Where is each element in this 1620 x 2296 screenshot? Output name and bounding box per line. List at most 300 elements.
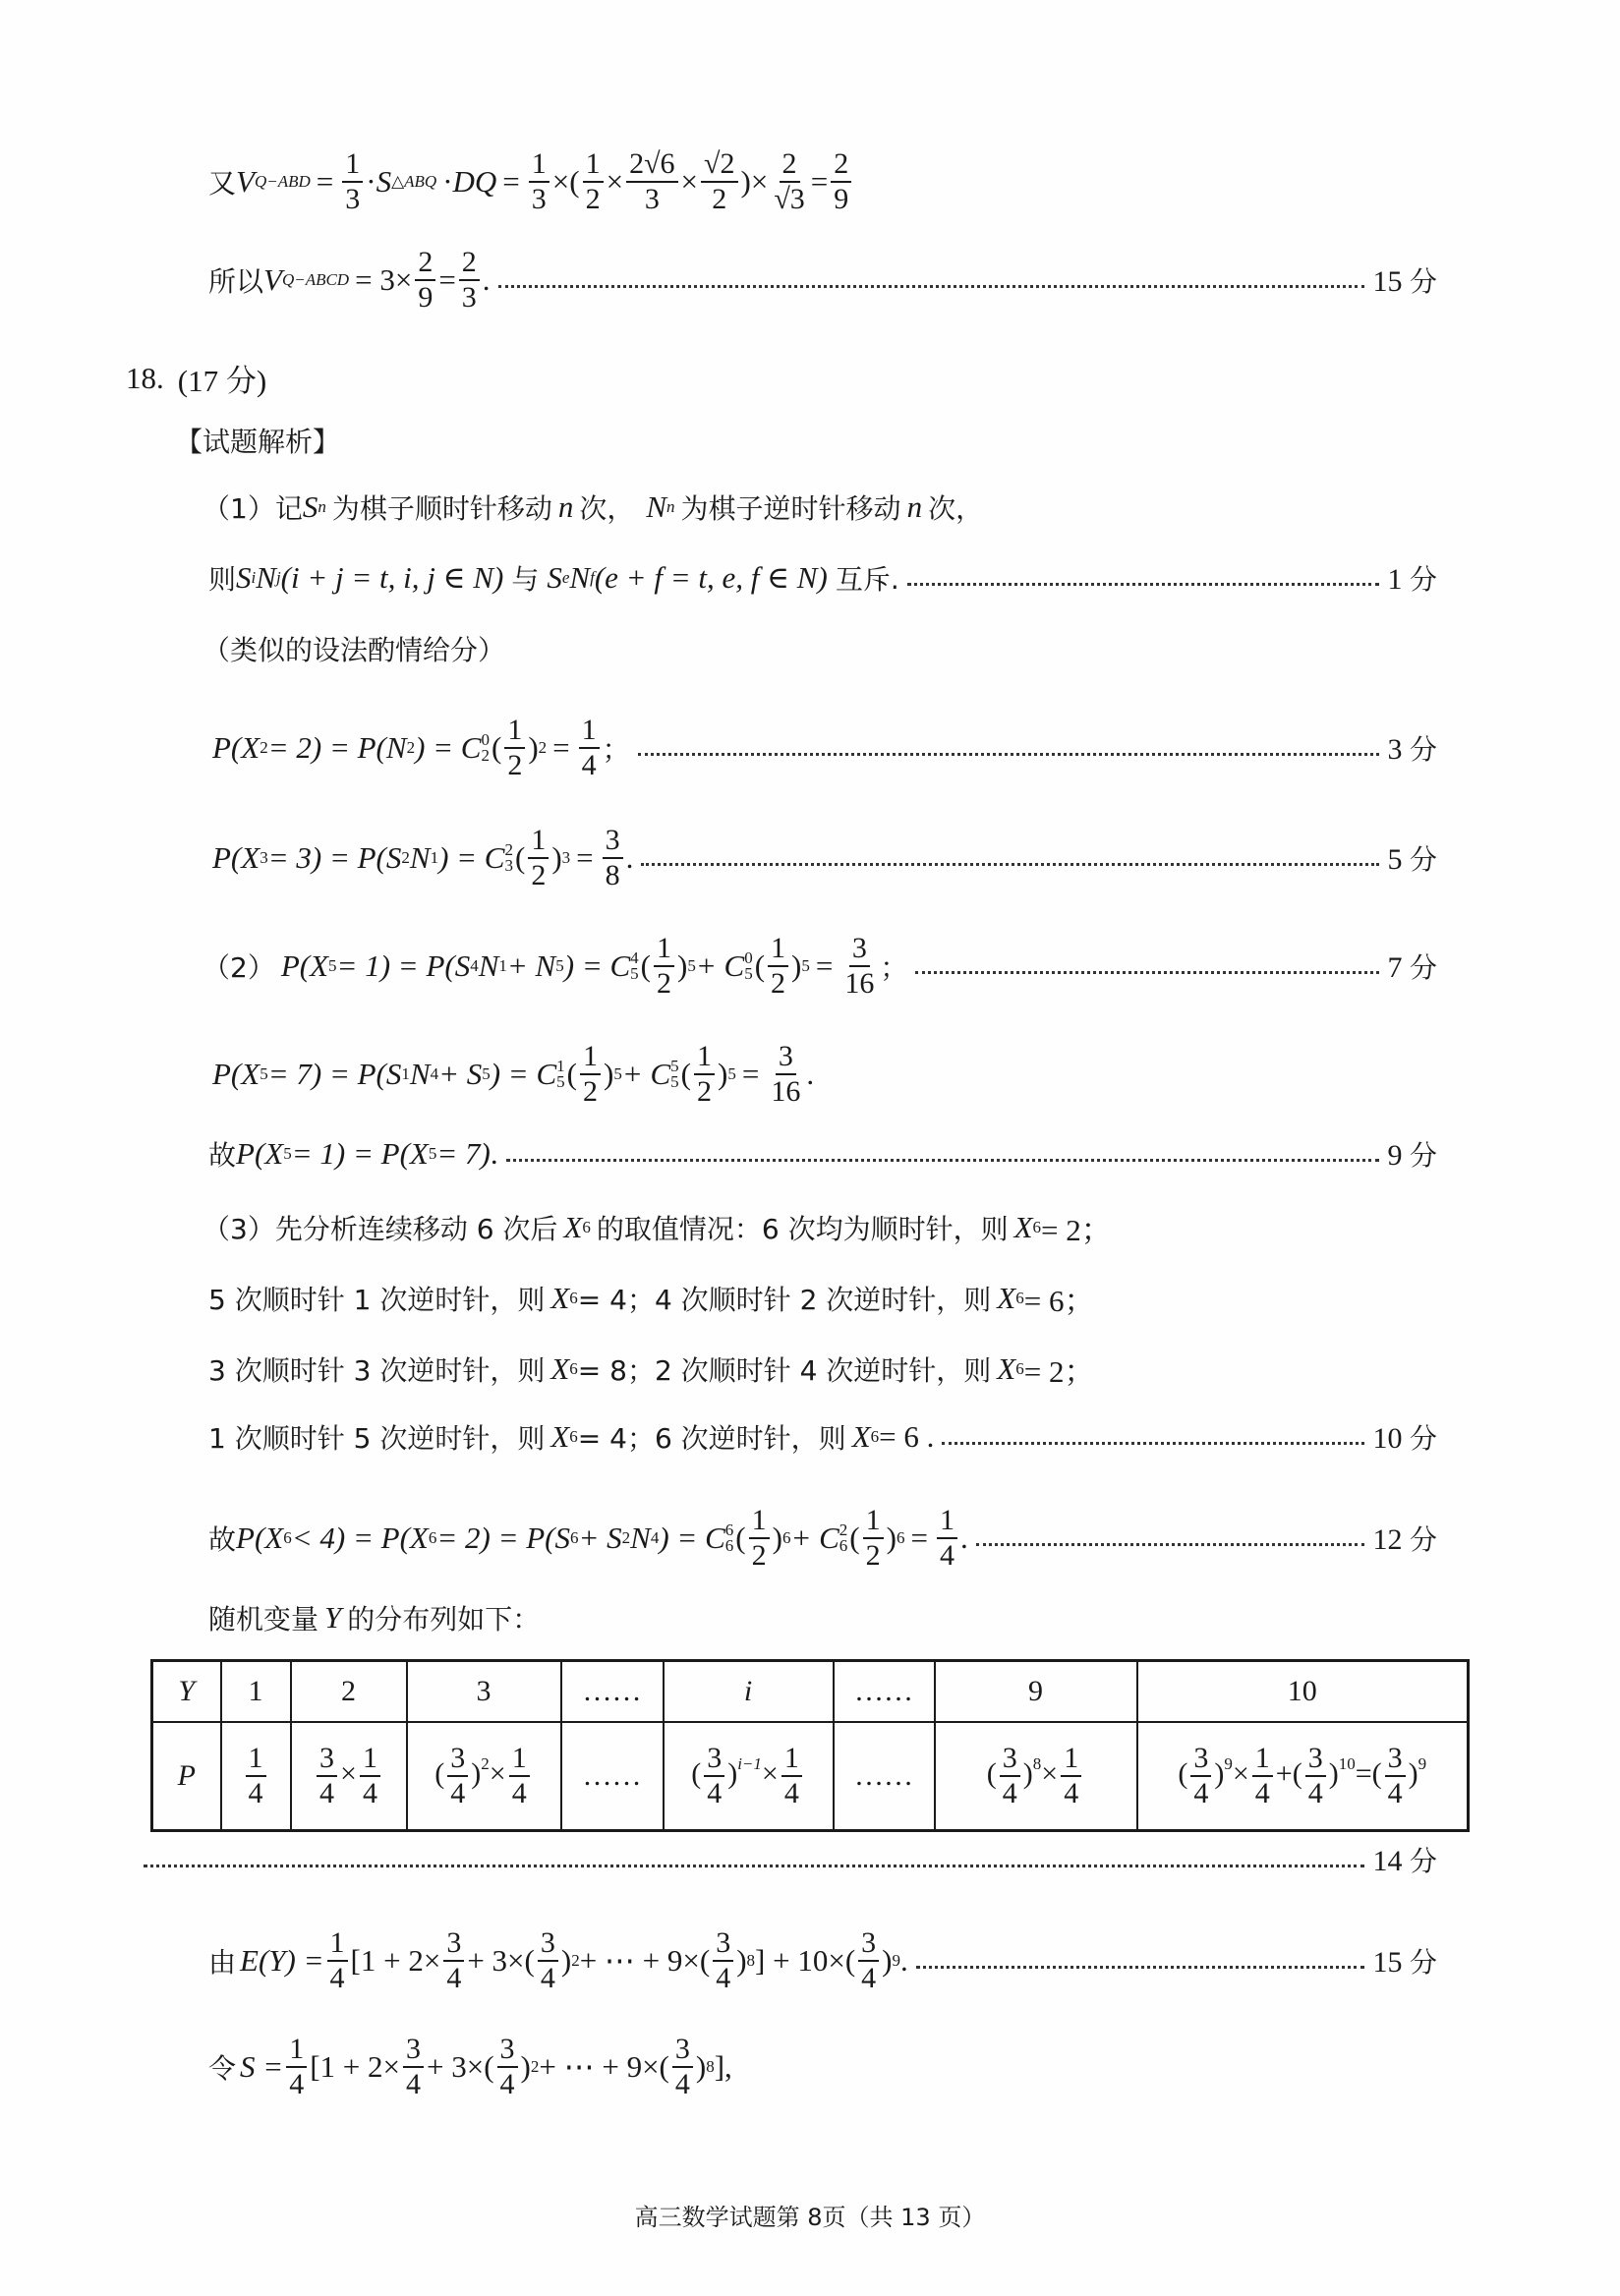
- math-var: n: [557, 489, 574, 524]
- num: 1: [286, 2033, 307, 2068]
- math-var: N: [256, 560, 276, 595]
- math: + C: [790, 1521, 839, 1555]
- math-sub: 6: [1015, 1358, 1024, 1378]
- fraction: [580, 1040, 601, 1109]
- fraction: [694, 1040, 715, 1109]
- num: 1: [768, 932, 788, 967]
- num: 1: [781, 1742, 802, 1777]
- den: 3: [531, 183, 547, 215]
- sub-sup: [744, 950, 753, 982]
- header-cell: ……: [561, 1661, 664, 1723]
- fraction: [841, 932, 877, 1001]
- score-unit: 分: [1409, 1523, 1437, 1556]
- math-var: S: [302, 489, 318, 524]
- score-value: 14: [1372, 1845, 1403, 1877]
- fraction: [1061, 1742, 1081, 1810]
- fraction: [749, 1504, 770, 1573]
- math: ) = C: [438, 840, 505, 875]
- den: 2: [657, 967, 671, 1000]
- math-op: ×: [1041, 1756, 1059, 1790]
- math-sub: Q−ABCD: [281, 270, 350, 289]
- header-cell: ……: [834, 1661, 935, 1723]
- math-sub: 5: [670, 1072, 679, 1091]
- math: N: [630, 1521, 651, 1555]
- score-unit: 分: [1409, 265, 1437, 298]
- table-score-line: [144, 1840, 1437, 1879]
- math: ): [603, 1057, 614, 1091]
- math: ): [551, 840, 562, 875]
- math-op: ·: [442, 164, 453, 199]
- score-value: 9: [1387, 1139, 1403, 1172]
- math-sub: 5: [260, 1064, 268, 1083]
- math: = 2) = P(N: [267, 730, 407, 765]
- den: 4: [674, 2068, 690, 2100]
- math-sub: 5: [555, 956, 564, 975]
- den: 4: [319, 1777, 335, 1809]
- math-sub: 4: [470, 956, 479, 975]
- math: = 7): [436, 1136, 491, 1171]
- num: 3: [447, 1742, 468, 1777]
- math: = 1) = P(S: [336, 948, 471, 983]
- score-value: 3: [1387, 733, 1403, 766]
- math-sub: 5: [328, 956, 337, 975]
- math-var: N: [569, 560, 591, 595]
- text: （2）: [202, 951, 275, 984]
- den: 4: [1307, 1777, 1323, 1809]
- num: 3: [1385, 1742, 1406, 1777]
- fraction: [317, 1742, 337, 1810]
- score-unit: 分: [1409, 843, 1437, 876]
- num: 3: [776, 1040, 796, 1075]
- header-cell: 10: [1137, 1661, 1469, 1723]
- text: 为棋子顺时针移动: [331, 492, 552, 525]
- fraction: [781, 1742, 802, 1810]
- math: P(X: [236, 1136, 284, 1171]
- fraction: [443, 1926, 464, 1995]
- num: 1: [529, 147, 550, 183]
- math-sub: i: [251, 568, 257, 587]
- num: 3: [443, 1926, 464, 1962]
- den: 9: [834, 183, 849, 215]
- score-value: 10: [1372, 1422, 1403, 1455]
- math: N: [478, 948, 499, 983]
- math-sub: 6: [839, 1536, 848, 1555]
- math-expr: (e + f = t, e, f ∈ N): [594, 560, 828, 595]
- math-op: ×: [1232, 1756, 1249, 1790]
- math-sup: 5: [687, 956, 696, 975]
- fraction: [768, 932, 788, 1001]
- den: 16: [771, 1075, 801, 1108]
- num: 3: [858, 1926, 879, 1962]
- math-op: ·: [366, 164, 376, 199]
- den: 2: [697, 1075, 712, 1108]
- math: + C: [621, 1057, 671, 1091]
- den: 2: [712, 183, 727, 215]
- den: 3: [644, 183, 660, 215]
- math: = 3) = P(S: [267, 840, 402, 875]
- score-value: 15: [1372, 265, 1403, 298]
- math-sub: n: [318, 497, 326, 516]
- part1-mutex: [208, 558, 1437, 598]
- num: 3: [713, 1926, 733, 1962]
- den: 4: [861, 1962, 877, 1994]
- fraction: [246, 1742, 266, 1810]
- math: (: [735, 1521, 746, 1555]
- math-op: .: [482, 262, 491, 297]
- text: 5 次顺时针 1 次逆时针，则: [208, 1283, 546, 1316]
- math-sub: 2: [406, 738, 416, 757]
- math: S =: [240, 2049, 284, 2084]
- text: = 8；2 次顺时针 4 次逆时针，则: [577, 1353, 992, 1387]
- fraction: [1385, 1742, 1406, 1810]
- num: 2: [780, 147, 800, 183]
- table-prob-row: [152, 1722, 1469, 1831]
- math-op: ×: [761, 1756, 779, 1790]
- fraction: [509, 1742, 530, 1810]
- math-sup: i−1: [737, 1753, 762, 1773]
- leader-dots: [942, 1442, 1364, 1445]
- math-sub: f: [590, 568, 595, 587]
- math: = 6；: [1023, 1284, 1095, 1318]
- math: ): [560, 1943, 572, 1978]
- math-sup: 8: [706, 2057, 715, 2076]
- num: 1: [863, 1504, 884, 1539]
- math-var: V: [236, 164, 255, 199]
- num: 3: [1305, 1742, 1326, 1777]
- math-var: X: [1013, 1209, 1033, 1244]
- fraction: [863, 1504, 884, 1573]
- text: .: [959, 1521, 968, 1555]
- math: (: [514, 840, 526, 875]
- score-value: 12: [1372, 1523, 1403, 1556]
- leader-dots: [916, 1966, 1365, 1969]
- math-sub: n: [666, 497, 675, 516]
- part3-line4: [208, 1417, 1437, 1457]
- math-sup: 3: [561, 848, 571, 867]
- den: 4: [1387, 1777, 1403, 1809]
- num: 1: [749, 1504, 770, 1539]
- fraction: [672, 2033, 693, 2101]
- math-sub: 5: [744, 964, 753, 983]
- math-var: DQ: [452, 164, 497, 199]
- text: 所以: [208, 265, 264, 298]
- math: ): [1214, 1756, 1225, 1790]
- math-sup: 2: [481, 1753, 490, 1773]
- text: 由: [208, 1946, 237, 1979]
- text: ],: [714, 2049, 732, 2084]
- heading: 【试题解析】: [175, 426, 341, 458]
- math-sub: 1: [498, 956, 507, 975]
- math-sup: 5: [670, 1057, 679, 1075]
- math-sub: 5: [556, 1072, 565, 1091]
- let-s-line: [208, 2033, 1620, 2101]
- math: + C: [695, 948, 745, 983]
- math-sub: 2: [401, 848, 410, 867]
- num: 1: [360, 1742, 380, 1777]
- math: = 7) = P(S: [267, 1057, 402, 1091]
- fraction: [504, 714, 525, 782]
- math-sup: 1: [556, 1057, 565, 1075]
- text: = 4；6 次逆时针，则: [577, 1422, 846, 1455]
- math-sup: 9: [892, 1951, 900, 1970]
- den: 4: [783, 1777, 799, 1809]
- fraction: [1000, 1742, 1020, 1810]
- num: 1: [580, 1040, 601, 1075]
- math-op: ×: [606, 164, 624, 199]
- den: 2: [865, 1539, 881, 1572]
- num: 3: [1000, 1742, 1020, 1777]
- math-sub: 1: [401, 1064, 410, 1083]
- score-label: [1387, 838, 1437, 878]
- math-sup: 8: [746, 1951, 756, 1970]
- part2-eq2: [212, 1040, 1620, 1109]
- fraction: [327, 1926, 348, 1995]
- text: 与: [511, 563, 540, 596]
- math: + S: [578, 1521, 622, 1555]
- math-sub: j: [275, 568, 281, 587]
- math: (: [640, 948, 651, 983]
- math-sup: 2: [538, 738, 548, 757]
- sub-sup: [556, 1059, 565, 1090]
- score-label: [1372, 1840, 1437, 1879]
- math: + N: [506, 948, 556, 983]
- math-sub: 6: [870, 1427, 880, 1446]
- num: 2: [415, 246, 435, 281]
- text: 随机变量: [208, 1603, 319, 1636]
- text: .: [490, 1136, 498, 1171]
- math-sup: 2: [530, 2057, 540, 2076]
- math-var: X: [550, 1350, 570, 1386]
- text: （1）记: [202, 492, 303, 525]
- question-points: (17 分): [177, 364, 267, 398]
- score-unit: 分: [1409, 1422, 1437, 1455]
- math: ): [677, 948, 688, 983]
- distribution-table: [150, 1659, 1470, 1832]
- score-label: [1372, 1417, 1437, 1457]
- den: 4: [450, 1777, 466, 1809]
- math: (: [566, 1057, 577, 1091]
- leader-dots: [144, 1865, 1364, 1867]
- math-sup: 9: [1418, 1753, 1427, 1773]
- part3-line3: [208, 1347, 1620, 1391]
- score-label: [1387, 1134, 1437, 1174]
- prob-cell: [935, 1722, 1137, 1831]
- math-sub: 2: [481, 746, 490, 765]
- sub-sup: [839, 1522, 848, 1554]
- den: 9: [418, 281, 434, 314]
- score-label: [1387, 728, 1437, 768]
- fraction: [538, 1926, 558, 1995]
- math-op: =: [815, 948, 834, 983]
- prob-cell: [1137, 1722, 1469, 1831]
- fraction: [529, 147, 550, 216]
- header-cell: 2: [291, 1661, 407, 1723]
- math-sup: 2: [839, 1521, 848, 1539]
- math: + ⋯ + 9×(: [539, 2049, 669, 2084]
- math-sup: 8: [1032, 1753, 1042, 1773]
- math: (: [849, 1521, 860, 1555]
- math: (: [1178, 1756, 1188, 1790]
- math: [1 + 2×: [350, 1943, 441, 1978]
- math: +(: [1275, 1756, 1302, 1790]
- score-unit: 分: [1409, 1845, 1437, 1877]
- math-var: Y: [324, 1600, 342, 1635]
- part2-conclusion: [208, 1134, 1437, 1174]
- den: 2: [531, 859, 547, 891]
- fraction: [771, 147, 807, 216]
- score-label: [1372, 1519, 1437, 1558]
- math-sub: 5: [630, 964, 639, 983]
- header-cell: Y: [152, 1661, 221, 1723]
- math: = 2；: [1041, 1213, 1112, 1247]
- den: 2: [585, 183, 601, 215]
- math-var: S: [547, 560, 562, 595]
- fraction: [1305, 1742, 1326, 1810]
- part2-eq1: [202, 932, 1437, 1001]
- part1-intro: [202, 488, 1620, 527]
- math-sub: 6: [569, 1427, 578, 1446]
- part1-eq1: [212, 714, 1437, 782]
- math: P(X: [280, 948, 329, 983]
- math: = 2；: [1023, 1354, 1095, 1389]
- math: ) = C: [659, 1521, 725, 1555]
- num: 3: [672, 2033, 693, 2068]
- math-sup: 5: [727, 1064, 736, 1083]
- den: 4: [405, 2068, 421, 2100]
- math-sup: 5: [801, 956, 810, 975]
- math-sup: 6: [781, 1528, 791, 1547]
- math-sub: 6: [569, 1288, 578, 1307]
- den: 4: [446, 1962, 462, 1994]
- question-header: [126, 356, 1620, 400]
- math: P(X: [212, 1057, 260, 1091]
- math: (: [754, 948, 766, 983]
- math: ) = C: [490, 1057, 557, 1091]
- math-sub: 6: [1015, 1288, 1024, 1307]
- fraction: [286, 2033, 307, 2101]
- math-op: =: [910, 1521, 928, 1555]
- fraction: [447, 1742, 468, 1810]
- math: ): [1408, 1756, 1418, 1790]
- num: 1: [327, 1926, 348, 1962]
- math-sub: 5: [428, 1144, 437, 1163]
- text: .: [625, 840, 634, 875]
- den: √3: [774, 183, 805, 215]
- den: 4: [1254, 1777, 1270, 1809]
- math-sub: △ABQ: [391, 172, 437, 191]
- fraction: [831, 147, 851, 216]
- math-op: =: [576, 840, 594, 875]
- fraction: [459, 246, 480, 315]
- fraction: [1190, 1742, 1211, 1810]
- prob-cell: ……: [834, 1722, 935, 1831]
- num: 1: [509, 1742, 530, 1777]
- text: （类似的设法酌情给分）: [202, 634, 506, 666]
- fraction: [626, 147, 677, 216]
- score-label: [1387, 558, 1437, 598]
- math-sub: 6: [428, 1528, 437, 1547]
- math-sub: 3: [504, 856, 513, 875]
- prob-cell: [291, 1722, 407, 1831]
- math: ): [695, 2049, 707, 2084]
- score-value: 1: [1387, 563, 1403, 596]
- num: 3: [403, 2033, 424, 2068]
- math-var: X: [550, 1419, 570, 1454]
- math-var: X: [563, 1209, 583, 1244]
- fraction: [342, 147, 363, 216]
- score-unit: 分: [1409, 733, 1437, 766]
- text: 又: [208, 167, 237, 200]
- math-sub: 6: [570, 1528, 579, 1547]
- den: 4: [707, 1777, 723, 1809]
- text: .: [806, 1057, 815, 1091]
- question-number: 18.: [126, 360, 164, 395]
- analysis-heading: [175, 421, 1620, 460]
- math: ): [772, 1521, 782, 1555]
- math: (: [691, 1756, 702, 1790]
- den: 4: [1193, 1777, 1209, 1809]
- volume-line-1: [208, 147, 1620, 216]
- math: ): [520, 2049, 531, 2084]
- math-expr: (i + j = t, i, j ∈ N): [280, 560, 504, 595]
- math: = 1) = P(X: [291, 1136, 429, 1171]
- text: 故: [208, 1523, 237, 1556]
- text: ；: [880, 951, 908, 984]
- math-sub: 2: [260, 738, 268, 757]
- fraction: [1252, 1742, 1273, 1810]
- leader-dots: [641, 863, 1379, 866]
- sub-sup: [630, 950, 639, 982]
- math-sub: 4: [430, 1064, 439, 1083]
- math-sub: 6: [1032, 1217, 1042, 1236]
- sub-sup: [725, 1522, 734, 1554]
- math-sub: 6: [582, 1217, 591, 1236]
- math: [1 + 2×: [310, 2049, 400, 2084]
- math-sup: 2: [571, 1951, 580, 1970]
- num: 1: [246, 1742, 266, 1777]
- den: 8: [605, 859, 620, 891]
- math-var: S: [376, 164, 392, 199]
- num: 1: [694, 1040, 715, 1075]
- prob-cell: [407, 1722, 561, 1831]
- math-sub: 6: [724, 1536, 734, 1555]
- part3-line2: [208, 1276, 1620, 1320]
- math-sub: 1: [430, 848, 439, 867]
- math: (: [491, 730, 502, 765]
- num: 2: [831, 147, 851, 183]
- part3-line5: [208, 1504, 1437, 1573]
- text: 故: [208, 1139, 237, 1172]
- text: 为棋子逆时针移动: [680, 492, 901, 525]
- fraction: [528, 824, 549, 892]
- den: 4: [248, 1777, 263, 1809]
- math-op: )×: [740, 164, 769, 199]
- score-unit: 分: [1409, 1946, 1437, 1979]
- math: (: [434, 1756, 445, 1790]
- den: 4: [1064, 1777, 1079, 1809]
- den: 3: [461, 281, 477, 314]
- math-sup: 10: [1338, 1753, 1356, 1773]
- fraction: [603, 824, 623, 892]
- math: P(X: [212, 730, 260, 765]
- math: + 3×(: [467, 1943, 535, 1978]
- math-op: ×: [680, 164, 699, 199]
- math: = 6 .: [879, 1419, 935, 1454]
- math: ): [718, 1057, 728, 1091]
- math-sub: 5: [482, 1064, 491, 1083]
- fraction: [701, 147, 737, 216]
- score-value: 15: [1372, 1946, 1403, 1979]
